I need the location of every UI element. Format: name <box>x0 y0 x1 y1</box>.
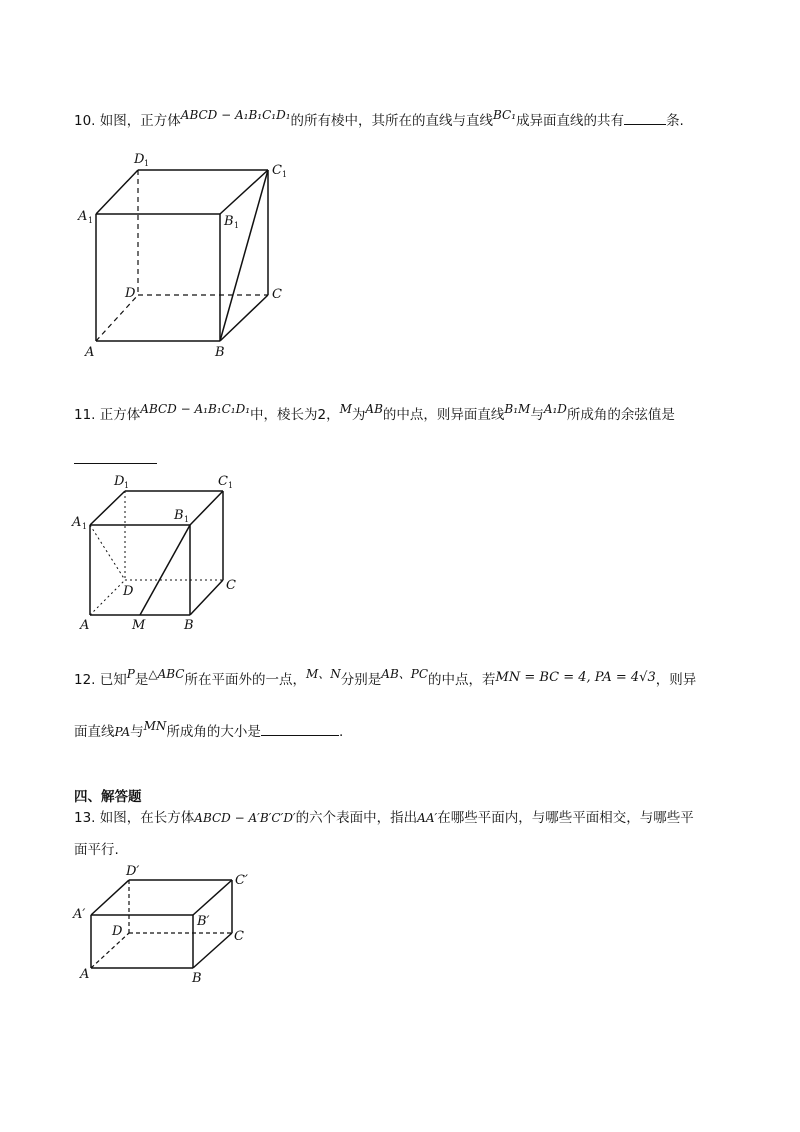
q11-math-m: M <box>339 402 352 416</box>
q12-math-mn-points: M、N <box>305 667 341 681</box>
q13-math-aa: AA′ <box>417 811 438 825</box>
q10-text <box>74 109 684 129</box>
svg-text:1: 1 <box>228 481 234 490</box>
q11-text-3: 为 <box>351 407 366 423</box>
fig13-label-b: B <box>192 971 202 986</box>
fig13-label-d1: D′ <box>126 864 140 879</box>
q11-answer-blank[interactable] <box>74 451 157 464</box>
q11-text-5: 与 <box>530 407 544 423</box>
fig11-label-c: C <box>226 578 236 593</box>
section-title: 四、解答题 <box>74 789 142 805</box>
q11-text-2: 中，棱长为2， <box>250 407 340 423</box>
q12-text-2: 是 <box>134 672 149 688</box>
fig13-label-d: D <box>112 924 123 939</box>
q10-answer-blank[interactable] <box>624 112 666 125</box>
q11-text-1: 正方体 <box>99 407 141 423</box>
q12-text-line1 <box>74 668 696 688</box>
fig11-label-d: D <box>123 584 134 599</box>
fig13-label-b1: B′ <box>197 914 210 929</box>
q11-text-4: 的中点，则异面直线 <box>382 407 505 423</box>
svg-text:1: 1 <box>282 170 288 179</box>
fig10-label-b: B <box>215 345 225 360</box>
q12-text-5: 的中点，若 <box>428 672 496 688</box>
q11-math-ab: AB <box>365 402 383 416</box>
q12-text-6: ，则异 <box>655 672 697 688</box>
fig13-label-a: A <box>80 967 90 982</box>
q12-answer-blank[interactable] <box>261 723 339 736</box>
q10-text-4: 条. <box>666 113 684 129</box>
q12-text-3: 所在平面外的一点， <box>184 672 306 688</box>
q11-text <box>74 403 675 423</box>
q13-text-line1 <box>74 806 694 826</box>
q10-math-bc1: BC₁ <box>493 108 517 122</box>
q13-text-2: 的六个表面中，指出 <box>295 810 418 826</box>
q13-text-1: 如图，在长方体 <box>99 810 195 826</box>
svg-text:1: 1 <box>234 221 240 230</box>
q11-math-a1d: A₁D <box>543 402 567 416</box>
fig11-label-c1: C <box>218 474 228 489</box>
q12-number: 12. <box>74 672 96 688</box>
svg-text:1: 1 <box>124 481 130 490</box>
q12-text-9: 所成角的大小是 <box>166 724 261 740</box>
q12-text-7: 面直线 <box>74 724 115 740</box>
q12-text-4: 分别是 <box>340 672 382 688</box>
q12-math-ab-pc: AB、PC <box>381 667 429 681</box>
fig10-label-a1: A <box>78 209 88 224</box>
svg-text:1: 1 <box>88 216 94 225</box>
fig11-label-b1: B <box>174 508 184 523</box>
q12-text-line2 <box>74 720 343 740</box>
q12-math-p: P <box>126 667 135 681</box>
svg-text:1: 1 <box>144 159 150 168</box>
q13-text-line2 <box>74 838 119 858</box>
q13-box-figure <box>68 862 268 992</box>
fig10-label-b1: B <box>224 214 234 229</box>
q11-number: 11. <box>74 407 96 423</box>
q11-text-6: 所成角的余弦值是 <box>566 407 675 423</box>
q10-math-cube: ABCD − A₁B₁C₁D₁ <box>180 108 291 122</box>
fig13-label-c1: C′ <box>235 873 248 888</box>
q13-math-box: ABCD − A′B′C′D′ <box>194 811 296 825</box>
fig11-label-b: B <box>184 618 194 633</box>
fig11-label-a: A <box>80 618 90 633</box>
q13-text-4: 面平行. <box>74 842 119 858</box>
fig13-label-a1: A′ <box>73 907 86 922</box>
q10-text-3: 成异面直线的共有 <box>516 113 625 129</box>
fig11-label-a1: A <box>72 515 82 530</box>
fig10-label-d1: D <box>134 152 145 167</box>
q10-text-1: 如图，正方体 <box>99 113 181 129</box>
q12-math-mn: MN <box>143 719 167 733</box>
fig11-label-m: M <box>132 618 146 633</box>
svg-text:1: 1 <box>82 522 88 531</box>
q12-text-10: . <box>338 724 344 740</box>
q12-math-triangle: △ABC <box>148 667 185 681</box>
q12-math-condition: MN = BC = 4, PA = 4√3 <box>495 670 656 685</box>
svg-text:1: 1 <box>184 515 190 524</box>
q11-cube-figure <box>68 470 268 635</box>
q10-number: 10. <box>74 113 96 129</box>
q12-text-8: 与 <box>130 724 144 740</box>
q13-text-3: 在哪些平面内，与哪些平面相交，与哪些平 <box>437 810 694 826</box>
fig10-label-a: A <box>85 345 95 360</box>
fig11-label-d1: D <box>114 474 125 489</box>
q10-text-2: 的所有棱中，其所在的直线与直线 <box>290 113 494 129</box>
q12-math-pa: PA <box>114 725 131 739</box>
q10-cube-figure <box>70 150 310 365</box>
fig13-label-c: C <box>234 929 244 944</box>
q11-math-cube: ABCD − A₁B₁C₁D₁ <box>140 402 251 416</box>
fig10-label-d: D <box>125 286 136 301</box>
q13-number: 13. <box>74 810 96 826</box>
fig10-label-c: C <box>272 287 282 302</box>
q11-math-b1m: B₁M <box>504 402 531 416</box>
fig10-label-c1: C <box>272 163 282 178</box>
q12-text-1: 已知 <box>99 672 127 688</box>
